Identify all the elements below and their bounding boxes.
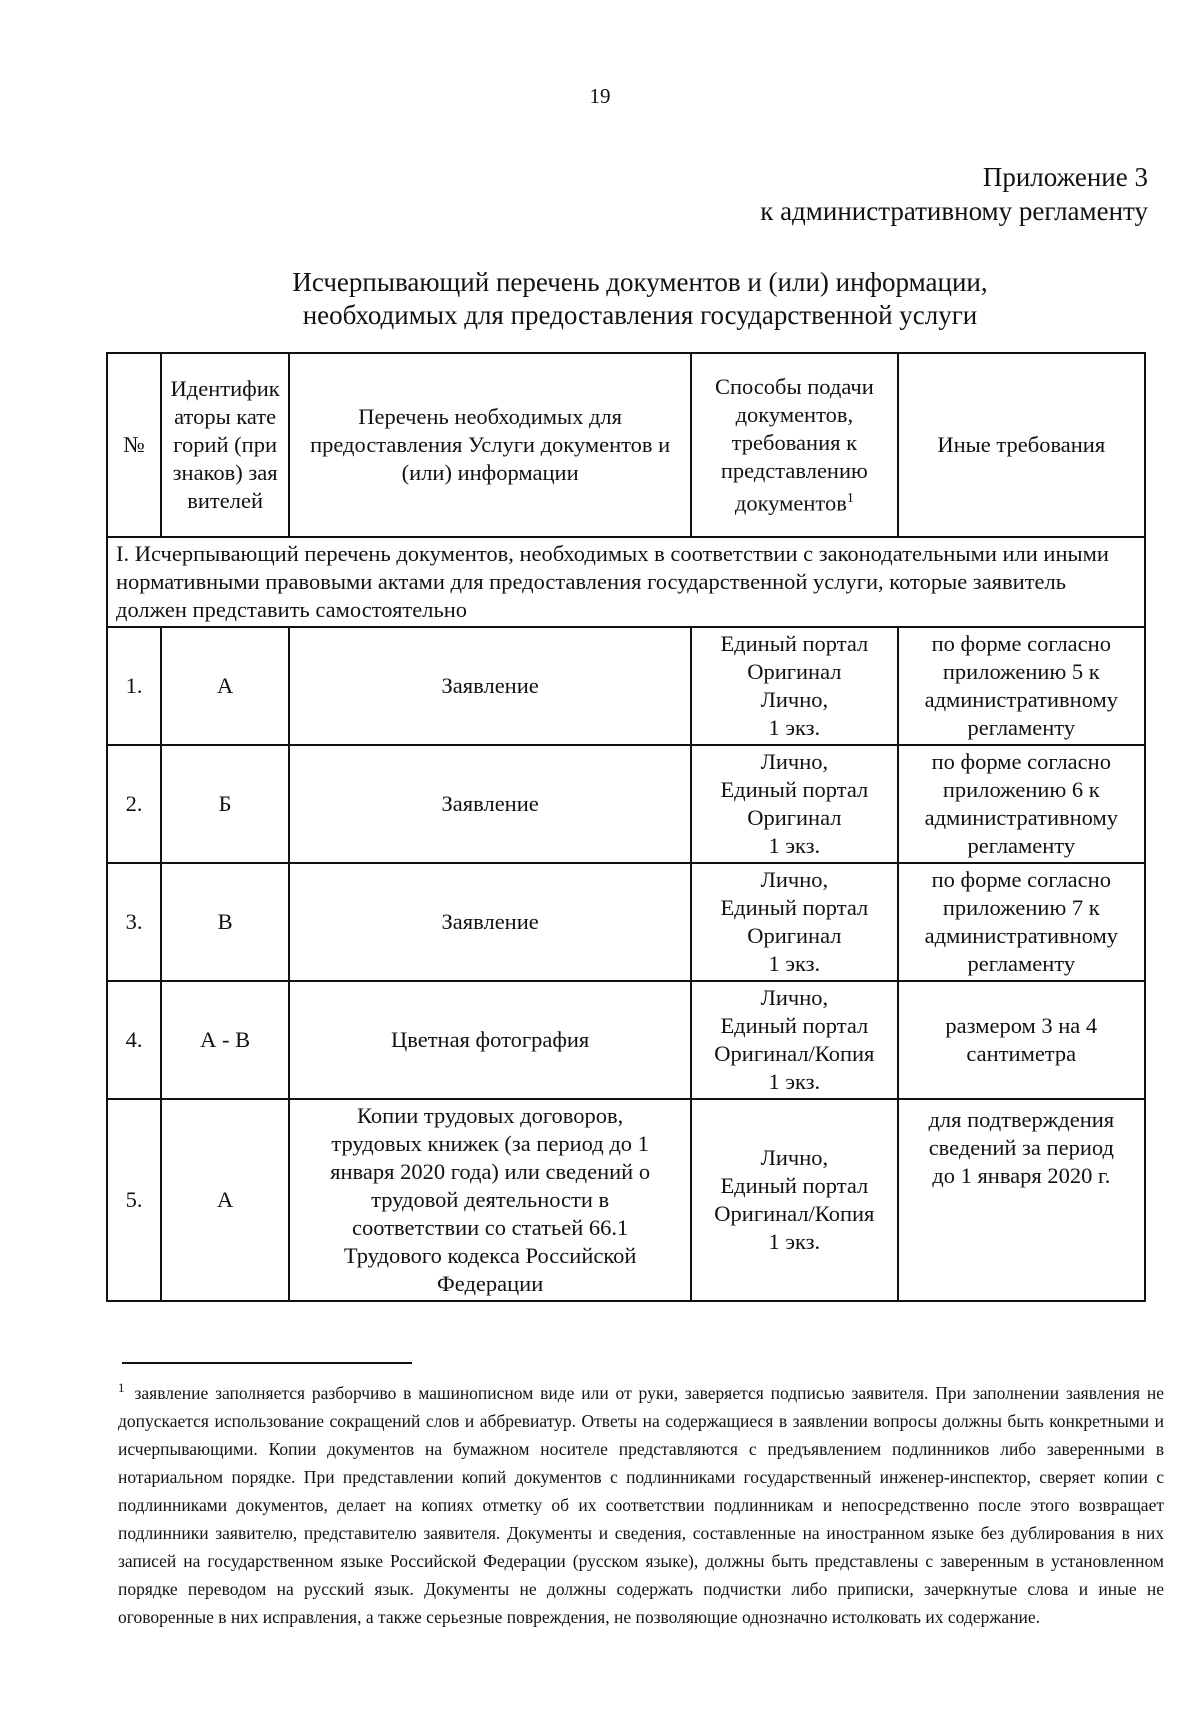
- document-title-line-1: Исчерпывающий перечень документов и (или) информации,: [292, 267, 988, 297]
- row-num: 5.: [107, 1099, 161, 1301]
- method-line: Лично,: [760, 687, 829, 712]
- row-methods: [691, 627, 897, 745]
- requirement-line: приложению 7 к: [942, 895, 1100, 920]
- header-methods-text: Способы подачи документов, требования к представлению документов: [714, 373, 874, 516]
- row-document: Копии трудовых договоров, трудовых книжек (за период до 1 января 2020 года) или сведений о трудовой деятельности в соответствии со статьей 66.1 Трудового кодекса Российской Федерации: [289, 1099, 691, 1301]
- method-line: Оригинал/Копия: [714, 1041, 875, 1066]
- method-line: Единый портал: [720, 1013, 869, 1038]
- requirement-line: приложению 5 к: [942, 659, 1100, 684]
- requirement-line: регламенту: [967, 833, 1076, 858]
- row-category: А - В: [161, 981, 289, 1099]
- requirement-line: для подтверждения: [928, 1107, 1115, 1132]
- method-line: Оригинал/Копия: [714, 1201, 875, 1226]
- method-line: Лично,: [760, 985, 829, 1010]
- row-methods: [691, 863, 897, 981]
- header-other-requirements: Иные требования: [898, 353, 1145, 537]
- requirement-line: до 1 января 2020 г.: [932, 1163, 1111, 1188]
- method-line: Единый портал: [720, 631, 869, 656]
- page-number: 19: [589, 84, 611, 108]
- table-row: [107, 1099, 1145, 1301]
- requirement-line: по форме согласно: [931, 867, 1111, 892]
- table-row: [107, 745, 1145, 863]
- method-line: Единый портал: [720, 1173, 869, 1198]
- row-requirements: [898, 981, 1145, 1099]
- method-line: 1 экз.: [768, 951, 821, 976]
- row-methods: [691, 1099, 897, 1301]
- header-num: №: [107, 353, 161, 537]
- section-heading: I. Исчерпывающий перечень документов, необходимых в соответствии с законодательными или иными нормативными правовыми актами для предоставления государственной услуги, которые заявитель должен представить самостоятельно: [107, 537, 1145, 627]
- requirement-line: регламенту: [967, 951, 1076, 976]
- requirement-line: приложению 6 к: [942, 777, 1100, 802]
- method-line: 1 экз.: [768, 1229, 821, 1254]
- row-num: 2.: [107, 745, 161, 863]
- row-num: 1.: [107, 627, 161, 745]
- footnote-text: заявление заполняется разборчиво в машинописном виде или от руки, заверяется подписью заявителя. При заполнении заявления не допускается использование сокращений слов и аббревиатур. Ответы на содержащиеся в заявлении вопросы должны быть конкретными и исчерпывающими. Копии документов на бумажном носителе представляются с предъявлением подлинников либо заверенными в нотариальном порядке. При представлении копий документов с подлинниками государственный инженер-инспектор, сверяет копии с подлинниками документов, делает на копиях отметку об их соответствии подлинникам и непосредственно после этого возвращает подлинники заявителю, представителю заявителя. Документы и сведения, составленные на иностранном языке без дублирования в них записей на государственном языке Российской Федерации (русском языке), должны быть представлены с заверенным в установленном порядке переводом на русский язык. Документы не должны содержать подчистки либо приписки, зачеркнутые слова и иные не оговоренные в них исправления, а также серьезные повреждения, не позволяющие однозначно истолковать их содержание.: [118, 1382, 1164, 1627]
- row-requirements: [898, 863, 1145, 981]
- row-document: Заявление: [289, 863, 691, 981]
- requirement-line: сведений за период: [928, 1135, 1114, 1160]
- header-methods-footnote-mark: 1: [846, 490, 854, 506]
- footnote: [118, 1374, 1164, 1631]
- row-category: А: [161, 1099, 289, 1301]
- row-document: Заявление: [289, 627, 691, 745]
- row-num: 3.: [107, 863, 161, 981]
- method-line: 1 экз.: [768, 833, 821, 858]
- document-title: [140, 266, 1140, 332]
- section-row: [107, 537, 1145, 627]
- row-requirements: [898, 745, 1145, 863]
- method-line: Лично,: [760, 1145, 829, 1170]
- requirement-line: по форме согласно: [931, 749, 1111, 774]
- method-line: 1 экз.: [768, 715, 821, 740]
- document-title-line-2: необходимых для предоставления государственной услуги: [302, 300, 978, 330]
- documents-table: [106, 352, 1146, 1302]
- method-line: Лично,: [760, 749, 829, 774]
- table-header-row: [107, 353, 1145, 537]
- method-line: 1 экз.: [768, 1069, 821, 1094]
- row-category: Б: [161, 745, 289, 863]
- method-line: Лично,: [760, 867, 829, 892]
- table-row: [107, 863, 1145, 981]
- method-line: Оригинал: [747, 659, 842, 684]
- method-line: Единый портал: [720, 895, 869, 920]
- row-requirements: [898, 627, 1145, 745]
- requirement-line: размером 3 на 4: [945, 1013, 1098, 1038]
- row-requirements: [898, 1099, 1145, 1301]
- row-category: В: [161, 863, 289, 981]
- header-submission-methods: [691, 353, 897, 537]
- method-line: Единый портал: [720, 777, 869, 802]
- row-methods: [691, 745, 897, 863]
- row-document: Цветная фотография: [289, 981, 691, 1099]
- row-num: 4.: [107, 981, 161, 1099]
- table-row: [107, 627, 1145, 745]
- row-methods: [691, 981, 897, 1099]
- requirement-line: регламенту: [967, 715, 1076, 740]
- header-document-list: Перечень необходимых для предоставления Услуги документов и (или) информации: [289, 353, 691, 537]
- method-line: Оригинал: [747, 805, 842, 830]
- method-line: Оригинал: [747, 923, 842, 948]
- table-row: [107, 981, 1145, 1099]
- requirement-line: по форме согласно: [931, 631, 1111, 656]
- requirement-line: административному: [924, 805, 1118, 830]
- appendix-reference: к административному регламенту: [760, 196, 1148, 226]
- row-document: Заявление: [289, 745, 691, 863]
- appendix-label: Приложение 3: [982, 162, 1148, 192]
- requirement-line: административному: [924, 923, 1118, 948]
- footnote-mark: 1: [118, 1380, 125, 1395]
- row-category: А: [161, 627, 289, 745]
- requirement-line: административному: [924, 687, 1118, 712]
- header-identifiers: Идентификаторы категорий (признаков) заявителей: [161, 353, 289, 537]
- requirement-line: сантиметра: [966, 1041, 1077, 1066]
- footnote-separator: [122, 1362, 412, 1364]
